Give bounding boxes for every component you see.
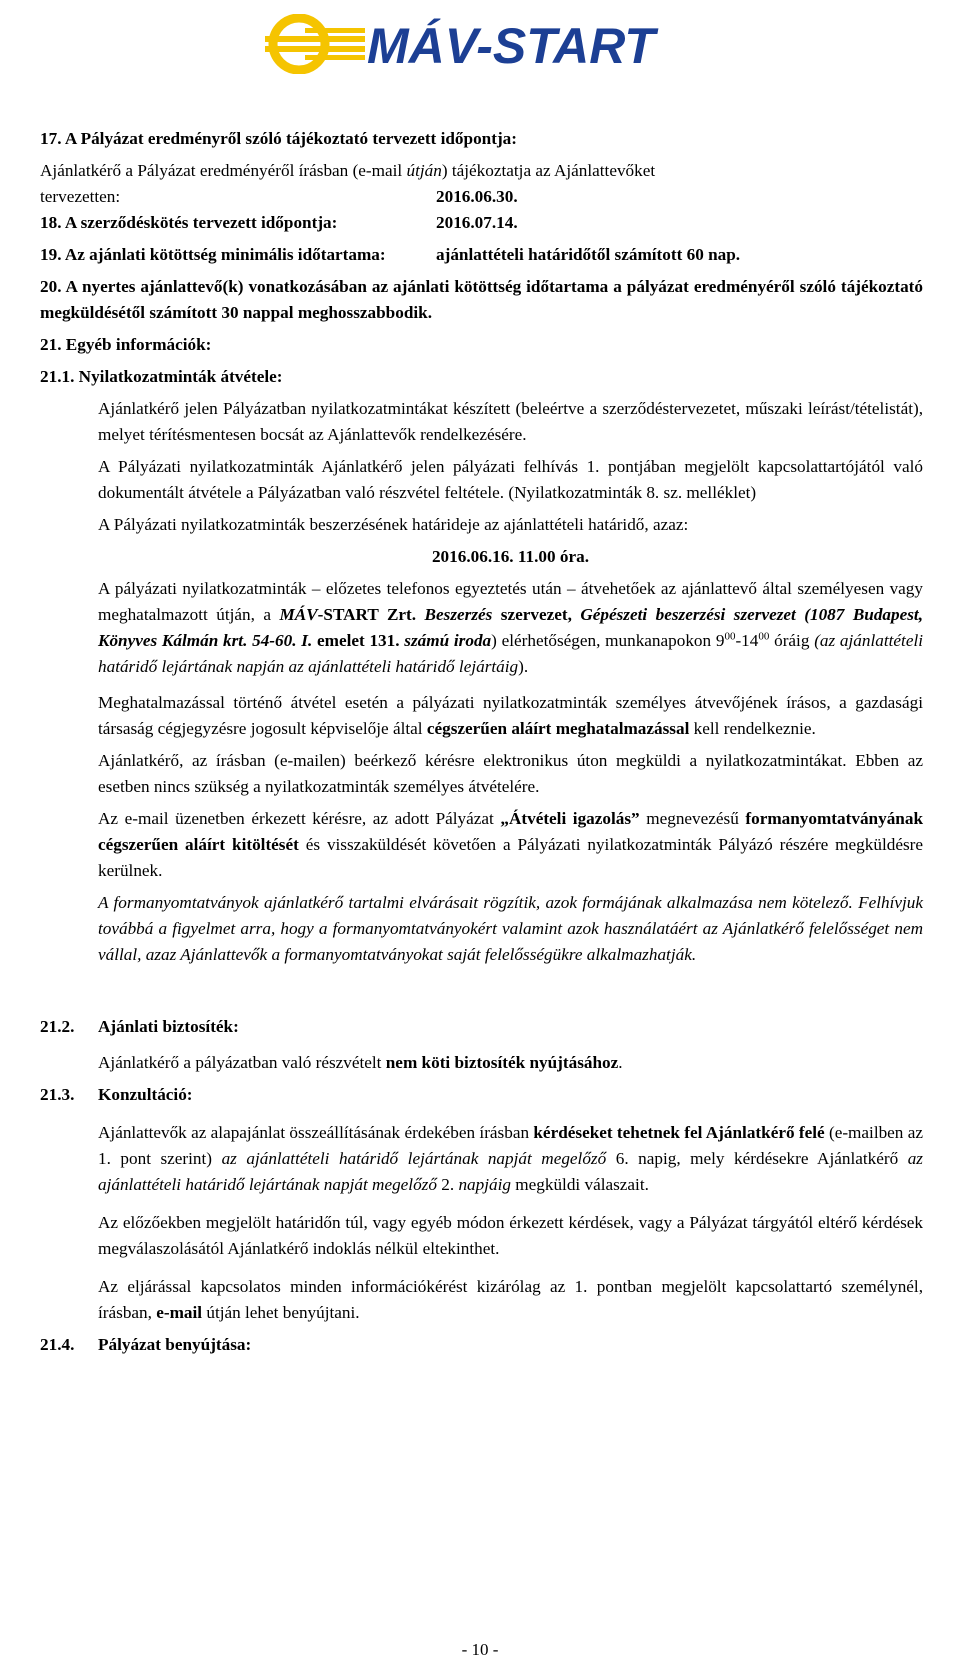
paragraph-21-2: Ajánlatkérő a pályázatban való részvételt nem köti biztosíték nyújtásához. xyxy=(98,1053,623,1072)
paragraph-21-1-4: A pályázati nyilatkozatminták – előzetes telefonos egyeztetés után – átvehetőek az ajánlattevő által személyesen vagy meghatalmazott útján, a MÁV-START Zrt. Beszerzés szervezet, Gépészeti beszerzési szervezet (1087 Budapest, Könyves Kálmán krt. 54-60. I. emelet 131. számú iroda) elérhetőségen, munkanapokon $9^{00}-14^{00}$ óráig (az ajánlattételi határidő lejártának napján az ajánlattételi határidő lejártáig). xyxy=(98,579,924,676)
paragraph-21-1-8: A formanyomtatványok ajánlatkérő tartalmi elvárásait rögzítik, azok formájának alkalmazása nem kötelező. Felhívjuk továbbá a figyelmet arra, hogy a formanyomtatványokért valamint azok használatáért az Ajánlatkérő felelősséget nem vállal, azaz Ajánlattevők a formanyomtatványokat saját felelősségükre alkalmazhatják. xyxy=(98,893,923,964)
paragraph-21-1-5: Meghatalmazással történő átvétel esetén a pályázati nyilatkozatminták személyes átvevőjének írásos, a gazdasági társaság cégjegyzésre jogosult képviselője által cégszerűen aláírt meghatalmazással kell rendelkeznie. xyxy=(98,693,923,738)
section-21-title: 21. Egyéb információk: xyxy=(40,335,212,354)
document-body xyxy=(40,126,923,1358)
section-18: 18. A szerződéskötés tervezett időpontja: 2016.07.14. xyxy=(40,213,518,232)
section-19: 19. Az ajánlati kötöttség minimális időtartama: ajánlattételi határidőtől számított 60 nap. xyxy=(40,245,741,264)
section-17-line1: Ajánlatkérő a Pályázat eredményéről írásban (e-mail útján) tájékoztatja az Ajánlattevőket xyxy=(40,161,656,180)
section-20: 20. A nyertes ajánlattevő(k) vonatkozásában az ajánlati kötöttség időtartama a pályázat eredményéről szóló tájékoztató megküldésétől számított 30 nappal meghosszabbodik. xyxy=(40,277,923,322)
paragraph-21-1-6: Ajánlatkérő, az írásban (e-mailen) beérkező kérésre elektronikus úton megküldi a nyilatkozatmintákat. Ebben az esetben nincs szükség a nyilatkozatminták személyes átvételére. xyxy=(98,751,923,796)
paragraph-21-1-1: Ajánlatkérő jelen Pályázatban nyilatkozatmintákat készített (beleértve a szerződéstervezetet, műszaki leírást/tételistát), melyet térítésmentesen bocsát az Ajánlattevők rendelkezésére. xyxy=(98,399,923,444)
paragraph-21-3-2: Az előzőekben megjelölt határidőn túl, vagy egyéb módon érkezett kérdések, vagy a Pályázat tárgyától eltérő kérdések megválaszolásától Ajánlatkérő indoklás nélkül eltekinthet. xyxy=(98,1213,923,1258)
section-17-line2: tervezetten: 2016.06.30. xyxy=(40,187,518,206)
section-21-4-title: 21.4. Pályázat benyújtása: xyxy=(40,1335,252,1354)
paragraph-21-1-3: A Pályázati nyilatkozatminták beszerzésének határideje az ajánlattételi határidő, azaz: xyxy=(98,515,689,534)
paragraph-21-1-2: A Pályázati nyilatkozatminták Ajánlatkérő jelen pályázati felhívás 1. pontjában megjelölt kapcsolattartójától való dokumentált átvétele a Pályázatban való részvétel feltétele. (Nyilatkozatminták 8. sz. melléklet) xyxy=(98,457,923,502)
paragraph-21-3-1: Ajánlattevők az alapajánlat összeállításának érdekében írásban kérdéseket tehetnek fel Ajánlatkérő felé (e-mailben az 1. pont szerint) az ajánlattételi határidő lejártának napját megelőző 6. napig, mely kérdésekre Ajánlatkérő az ajánlattételi határidő lejártának napját megelőző 2. napjáig megküldi válaszait. xyxy=(98,1123,923,1194)
logo-wordmark: MÁV-START xyxy=(367,18,655,74)
section-21-2-title: 21.2. Ajánlati biztosíték: xyxy=(40,1017,239,1036)
section-21-1-title: 21.1. Nyilatkozatminták átvétele: xyxy=(40,367,283,386)
section-21-3-title: 21.3. Konzultáció: xyxy=(40,1085,193,1104)
mav-start-logo xyxy=(265,14,685,74)
paragraph-21-3-3: Az eljárással kapcsolatos minden információkérést kizárólag az 1. pontban megjelölt kapcsolattartó személynél, írásban, e-mail útján lehet benyújtani. xyxy=(98,1277,923,1322)
section-17-title: 17. A Pályázat eredményről szóló tájékoztató tervezett időpontja: xyxy=(40,129,517,148)
deadline: 2016.06.16. 11.00 óra. xyxy=(431,547,590,566)
logo-emblem-icon xyxy=(265,18,365,70)
page-number: - 10 - xyxy=(461,1640,499,1659)
paragraph-21-1-7: Az e-mail üzenetben érkezett kérésre, az adott Pályázat „Átvételi igazolás” megnevezésű formanyomtatványának cégszerűen aláírt kitöltését és visszaküldését követően a Pályázati nyilatkozatminták Pályázó részére megküldésre kerülnek. xyxy=(98,809,923,880)
